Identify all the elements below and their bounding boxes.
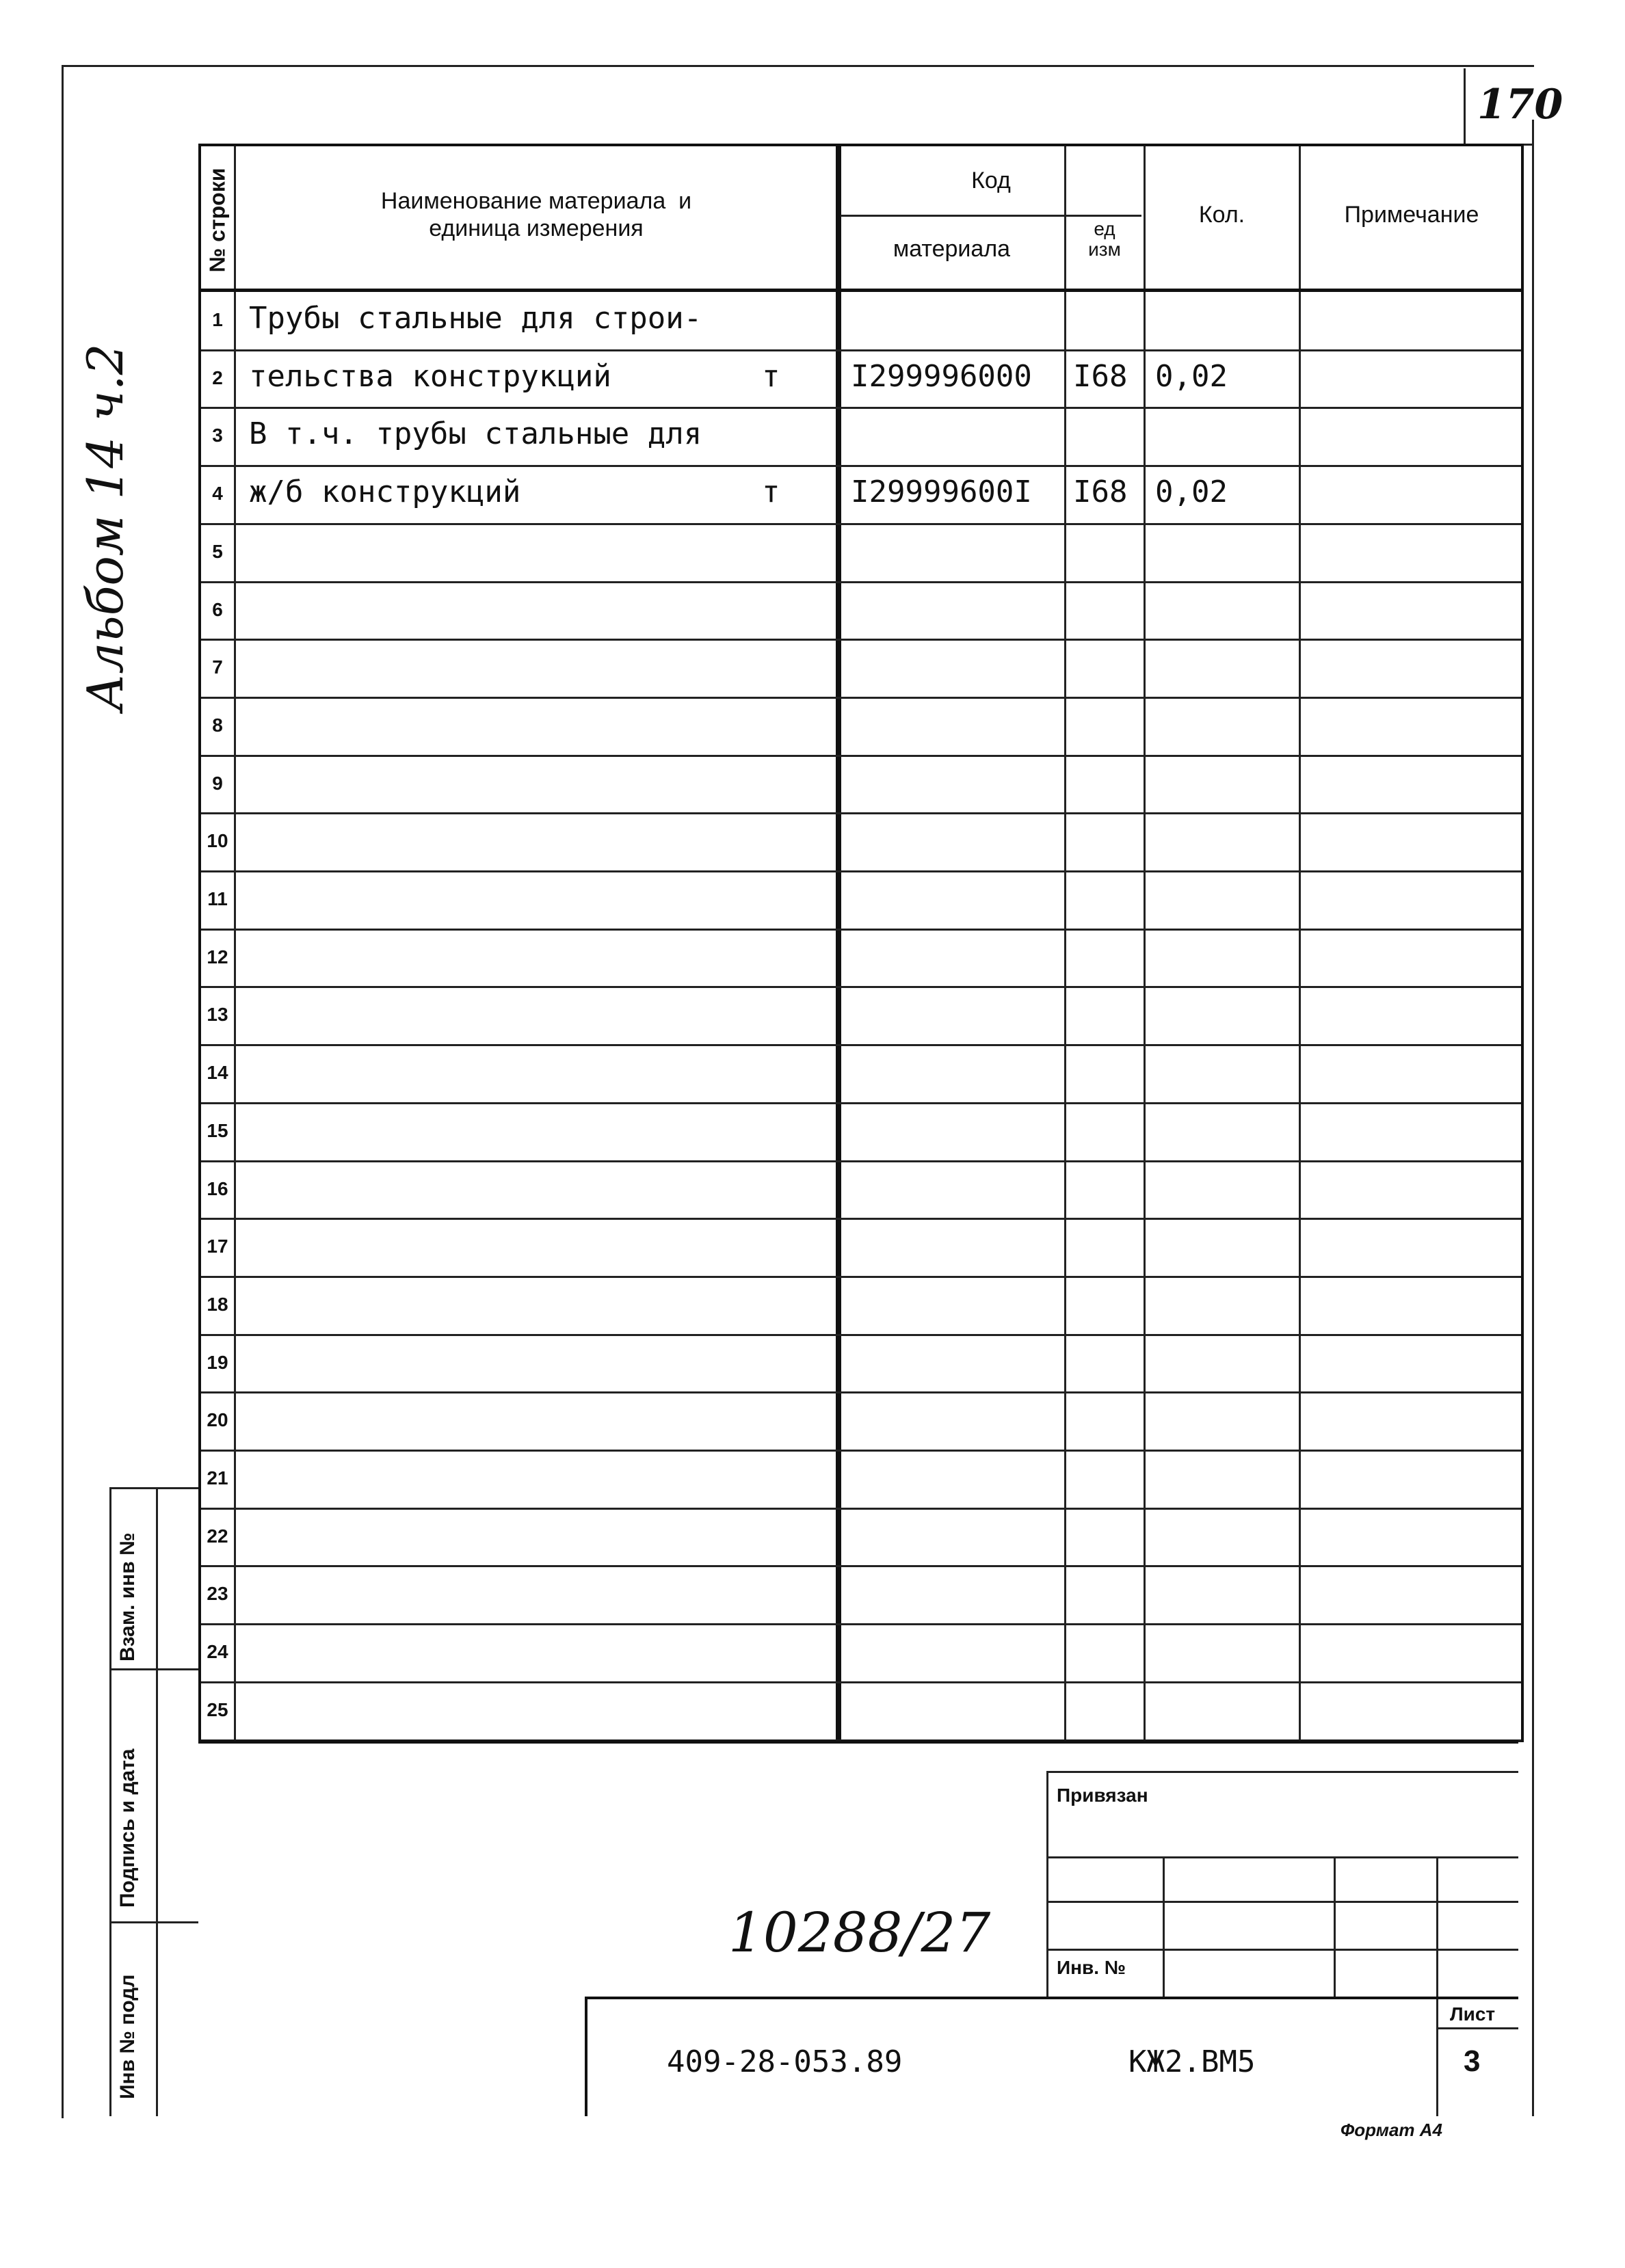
row-divider — [201, 697, 1521, 699]
sheet-divider — [1436, 2027, 1518, 2029]
quantity: 0,02 — [1155, 358, 1228, 394]
row-divider — [201, 523, 1521, 525]
handwritten-number: 10288/27 — [728, 1901, 991, 1964]
row-number: 7 — [212, 656, 223, 678]
title-block-line — [1046, 1901, 1518, 1903]
material-unit: т — [762, 358, 780, 394]
row-divider — [201, 349, 1521, 351]
side-stamp-divider — [156, 1487, 158, 2116]
unit-code-header: ед изм — [1088, 218, 1121, 260]
row-number: 4 — [212, 483, 223, 505]
row-number: 25 — [207, 1698, 228, 1720]
title-block-top — [198, 1740, 1518, 1744]
row-number: 10 — [207, 830, 228, 852]
code-header: Код — [971, 168, 1011, 194]
material-name: Трубы стальные для строи- — [249, 301, 702, 336]
row-number: 19 — [207, 1351, 228, 1373]
material-code: I299996000 — [851, 358, 1032, 394]
material-code-header: материала — [893, 236, 1011, 262]
row-divider — [201, 929, 1521, 931]
row-divider — [201, 870, 1521, 872]
row-number: 6 — [212, 598, 223, 620]
page-frame-right — [1532, 120, 1534, 2116]
inv-podl-label: Инв № подл — [116, 1974, 139, 2099]
qty-header: Кол. — [1198, 202, 1245, 228]
row-number: 23 — [207, 1583, 228, 1605]
row-number: 12 — [207, 946, 228, 968]
title-block-line — [1046, 1949, 1518, 1951]
doc-block-top — [585, 1997, 1518, 1999]
col-divider — [1144, 146, 1146, 1739]
row-number: 5 — [212, 540, 223, 562]
row-number: 21 — [207, 1467, 228, 1489]
side-stamp-line — [109, 1921, 198, 1923]
row-number: 13 — [207, 1004, 228, 1026]
row-divider — [201, 755, 1521, 757]
title-block-vline — [1046, 1771, 1048, 1997]
title-block-line — [1046, 1771, 1518, 1773]
row-divider — [201, 1508, 1521, 1510]
row-number: 22 — [207, 1525, 228, 1547]
title-block-line — [1046, 1856, 1518, 1858]
header-bottom-line — [201, 289, 1521, 292]
row-number: 17 — [207, 1236, 228, 1257]
page-number: 170 — [1477, 81, 1563, 129]
row-number: 14 — [207, 1062, 228, 1084]
row-divider — [201, 1102, 1521, 1104]
title-block-vline — [1334, 1856, 1336, 1997]
col-divider — [1299, 146, 1301, 1739]
materials-table — [198, 144, 1524, 1742]
row-divider — [201, 986, 1521, 988]
row-number: 15 — [207, 1119, 228, 1141]
row-divider — [201, 812, 1521, 814]
inv-no-label: Инв. № — [1057, 1957, 1126, 1978]
row-number: 1 — [212, 309, 223, 330]
side-stamp-line — [109, 1668, 198, 1670]
row-divider — [201, 407, 1521, 409]
row-divider — [201, 1681, 1521, 1683]
row-number: 9 — [212, 772, 223, 794]
col-divider — [836, 146, 841, 1739]
row-number-header: № строки — [204, 168, 230, 273]
row-divider — [201, 1565, 1521, 1567]
row-number: 24 — [207, 1641, 228, 1663]
row-divider — [201, 1391, 1521, 1393]
document-number: 409-28-053.89 — [667, 2044, 903, 2079]
row-number: 8 — [212, 714, 223, 736]
row-number: 18 — [207, 1293, 228, 1315]
side-stamp-top — [109, 1487, 198, 1489]
document-code: КЖ2.ВМ5 — [1128, 2044, 1256, 2079]
name-header: Наименование материала и единица измерения — [380, 188, 692, 241]
title-block-vline — [1436, 1856, 1438, 2116]
title-block-vline — [1163, 1856, 1165, 1997]
row-divider — [201, 1218, 1521, 1220]
row-divider — [201, 1450, 1521, 1452]
row-number: 20 — [207, 1409, 228, 1431]
row-divider — [201, 465, 1521, 467]
sheet-number: 3 — [1464, 2044, 1481, 2078]
row-divider — [201, 1044, 1521, 1046]
row-number: 16 — [207, 1177, 228, 1199]
unit-code: I68 — [1073, 358, 1128, 394]
material-name: тельства конструкций — [249, 358, 611, 394]
row-divider — [201, 581, 1521, 583]
vzam-inv-label: Взам. инв № — [116, 1532, 139, 1662]
row-number: 3 — [212, 425, 223, 446]
sheet-label: Лист — [1450, 2003, 1496, 2025]
row-divider — [201, 639, 1521, 641]
privyazan-label: Привязан — [1057, 1785, 1148, 1806]
row-number: 11 — [207, 888, 228, 909]
col-divider — [1064, 146, 1066, 1739]
note-header: Примечание — [1344, 202, 1479, 228]
row-number: 2 — [212, 366, 223, 388]
row-divider — [201, 1623, 1521, 1625]
material-name: ж/б конструкций — [249, 475, 521, 510]
signature-date-label: Подпись и дата — [116, 1748, 139, 1908]
row-divider — [201, 1276, 1521, 1278]
row-divider — [201, 1160, 1521, 1162]
quantity: 0,02 — [1155, 475, 1228, 510]
row-divider — [201, 1334, 1521, 1336]
material-unit: т — [762, 475, 780, 510]
album-label: Альбом 14 ч.2 — [77, 343, 134, 711]
material-name: В т.ч. трубы стальные для — [249, 416, 702, 452]
doc-block-left — [585, 1997, 587, 2116]
unit-code: I68 — [1073, 475, 1128, 510]
material-code: I29999600I — [851, 475, 1032, 510]
format-label: Формат А4 — [1340, 2120, 1442, 2140]
col-divider — [234, 146, 236, 1739]
code-subdivider — [841, 215, 1141, 217]
